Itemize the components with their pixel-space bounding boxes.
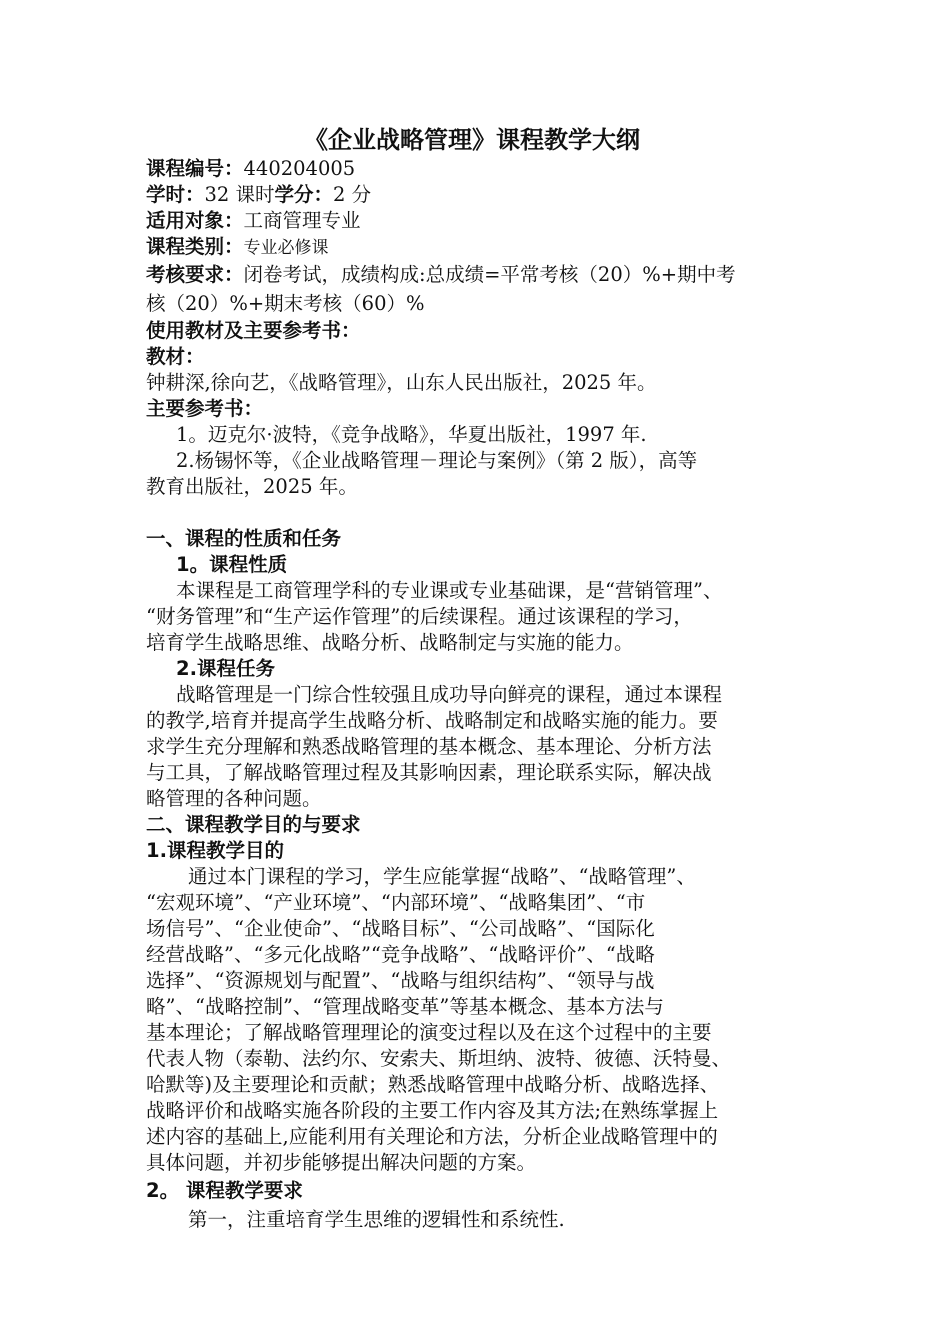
textbook-label: 教材： (146, 345, 205, 368)
course-code-label: 课程编号： (146, 157, 244, 180)
section-1-p1-line-3: 培育学生战略思维、战略分析、战略制定与实施的能力。 (146, 631, 634, 654)
section-2-p1-line-11: 述内容的基础上,应能利用有关理论和方法，分析企业战略管理中的 (146, 1125, 718, 1148)
course-code-row (146, 156, 826, 182)
hours-label: 学时： (146, 183, 205, 206)
assessment-line-1: 闭卷考试，成绩构成:总成绩=平常考核（20）%+期中考 (243, 263, 736, 286)
references-label: 主要参考书： (146, 397, 264, 420)
section-2-p1-line-7: 基本理论；了解战略管理理论的演变过程以及在这个过程中的主要 (146, 1021, 712, 1044)
section-1-sub-2: 2.课程任务 (176, 657, 275, 680)
audience-value: 工商管理专业 (243, 209, 361, 232)
hours-value: 32 课时 (204, 183, 275, 206)
section-1-p1-line-2: “财务管理”和“生产运作管理”的后续课程。通过该课程的学习， (146, 605, 693, 628)
hours-row (146, 182, 826, 208)
spacer (146, 500, 826, 526)
course-code-value: 440204005 (243, 157, 356, 180)
section-2-p1-line-3: 场信号”、“企业使命”、“战略目标”、“公司战略”、“国际化 (146, 917, 655, 940)
section-1-p2-line-5: 略管理的各种问题。 (146, 787, 322, 810)
textbook-value: 钟耕深,徐向艺，《战略管理》，山东人民出版社，2025 年。 (146, 371, 657, 394)
textbooks-heading: 使用教材及主要参考书： (146, 319, 361, 342)
section-1-p2-line-3: 求学生充分理解和熟悉战略管理的基本概念、基本理论、分析方法 (146, 735, 712, 758)
audience-row (146, 208, 826, 234)
assessment-row-2 (146, 289, 826, 318)
section-2-p1-line-4: 经营战略”、“多元化战略”“竞争战略”、“战略评价”、“战略 (146, 943, 655, 966)
category-row (146, 234, 826, 260)
reference-2-line-2: 教育出版社，2025 年。 (146, 475, 358, 498)
assessment-label: 考核要求： (146, 263, 244, 286)
section-1-sub-1: 1。课程性质 (176, 553, 288, 576)
section-1-heading: 一、课程的性质和任务 (146, 527, 342, 550)
section-2-p1-line-10: 战略评价和战略实施各阶段的主要工作内容及其方法;在熟练掌握上 (146, 1099, 719, 1122)
credit-label: 学分： (274, 183, 334, 206)
reference-2-line-1: 2.杨锡怀等，《企业战略管理－理论与案例》（第 2 版），高等 (176, 449, 698, 472)
section-2-heading: 二、课程教学目的与要求 (146, 813, 361, 836)
section-1-p2-line-2: 的教学,培育并提高学生战略分析、战略制定和战略实施的能力。要 (146, 709, 718, 732)
audience-label: 适用对象： (146, 209, 244, 232)
document-body (146, 124, 826, 1234)
section-2-p1-line-2: “宏观环境”、“产业环境”、“内部环境”、“战略集团”、“市 (146, 891, 646, 914)
credit-value: 2 分 (333, 183, 372, 206)
assessment-row (146, 260, 826, 289)
category-label: 课程类别： (146, 235, 244, 258)
section-2-p1-line-5: 选择”、“资源规划与配置”、“战略与组织结构”、“领导与战 (146, 969, 655, 992)
section-2-p1-line-8: 代表人物（泰勒、法约尔、安索夫、斯坦纳、波特、彼德、沃特曼、 (146, 1047, 732, 1070)
section-1-p2-line-4: 与工具，了解战略管理过程及其影响因素，理论联系实际，解决战 (146, 761, 712, 784)
category-value: 专业必修课 (243, 238, 329, 258)
section-2-sub-2: 2。 课程教学要求 (146, 1179, 303, 1202)
section-1-p2-line-1: 战略管理是一门综合性较强且成功导向鲜亮的课程，通过本课程 (176, 683, 723, 706)
page-title: 《企业战略管理》课程教学大纲 (304, 126, 640, 154)
section-2-p1-line-1: 通过本门课程的学习，学生应能掌握“战略”、“战略管理”、 (188, 865, 696, 888)
reference-1: 1。迈克尔·波特，《竞争战略》，华夏出版社，1997 年. (176, 423, 647, 446)
assessment-line-2: 核（20）%+期末考核（60）% (146, 292, 425, 315)
section-1-p1-line-1: 本课程是工商管理学科的专业课或专业基础课，是“营销管理”、 (176, 579, 723, 602)
section-2-p1-line-9: 哈默等)及主要理论和贡献；熟悉战略管理中战略分析、战略选择、 (146, 1073, 720, 1096)
section-2-p2-line-1: 第一，注重培育学生思维的逻辑性和系统性. (188, 1208, 565, 1231)
section-2-p1-line-6: 略”、“战略控制”、“管理战略变革”等基本概念、基本方法与 (146, 995, 664, 1018)
section-2-sub-1: 1.课程教学目的 (146, 839, 284, 862)
section-2-p1-line-12: 具体问题，并初步能够提出解决问题的方案。 (146, 1151, 537, 1174)
